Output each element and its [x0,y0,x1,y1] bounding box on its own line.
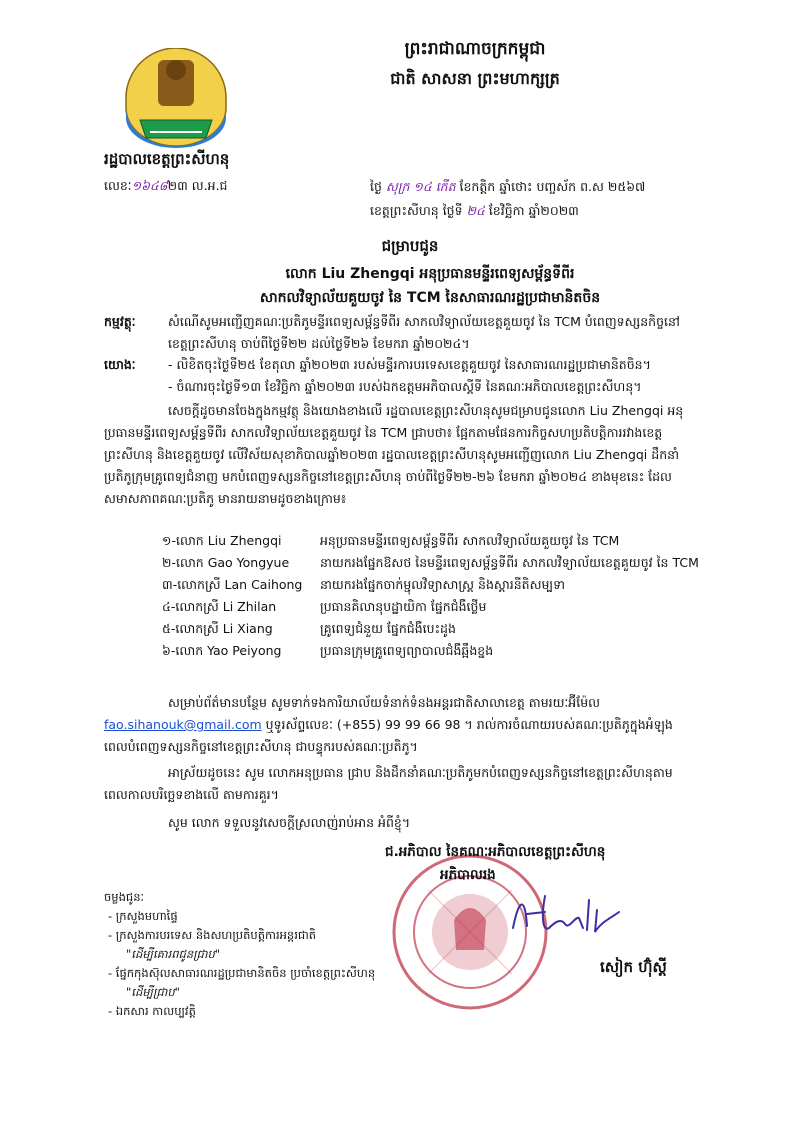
member-name: ៤-លោកស្រី Li Zhilan [162,599,277,614]
signer-name: សៀក ហ៊ុំស្តី [600,958,667,976]
cc-note: "ដើម្បីជ្រាប" [126,985,180,999]
reference-item: - លិខិតចុះថ្ងៃទី២៥ ខែតុលា ឆ្នាំ២០២៣ របស់មន្ទីរការបរទេសខេត្តគួយចូវ នៃសាធារណរដ្ឋប្រជាមានិតចិន។ [168,357,651,372]
member-row [162,640,702,662]
subject-label: កម្មវត្ថុៈ [104,314,136,329]
addressee [130,262,730,310]
carbon-copy-list [104,888,394,1021]
member-row [162,596,702,618]
signer-organization: ជ.អភិបាល នៃគណៈអភិបាលខេត្តព្រះសីហនុ [385,844,606,860]
member-role: ប្រធានក្រុមគ្រូពេទ្យព្យាបាលជំងឺឆ្អឹងខ្នង [320,643,494,658]
solar-date [370,199,760,223]
reference-item: - ចំណារចុះថ្ងៃទី១៣ ខែវិច្ឆិកា ឆ្នាំ២០២៣ របស់ឯកឧត្តមអភិបាលស្តីទី នៃគណៈអភិបាលខេត្តព្រះសីហនុ។ [168,379,642,394]
member-role: នាយករងផ្នែកចាក់ម្ជុលវិទ្យាសាស្ត្រ និងស្តារនីតិសម្បទា [320,577,566,592]
ref-number: ១៦៤៨ [131,178,168,193]
member-role: នាយករងផ្នែកឱសថ នៃមន្ទីរពេទ្យសម្ព័ន្ធទីពីរ សាកលវិទ្យាល័យខេត្តគួយចូវ នៃ TCM [320,555,699,570]
kingdom-header: ព្រះរាជាណាចក្រកម្ពុជា [404,39,546,59]
body-paragraph-1: សេចក្តីដូចមានចែងក្នុងកម្មវត្ថុ និងយោងខាងលើ រដ្ឋបាលខេត្តព្រះសីហនុសូមជម្រាបជូនលោក Liu Zhengqi អនុប្រធានមន្ទីរពេទ្យសម្ព័ន្ធទីពីរ សាកលវិទ្យាល័យខេត្តគួយចូវ នៃ TCM ជ្រាបថា៖ ផ្អែកតាមផែនការកិច្ចសហប្រតិបត្តិការរវាងខេត្តព្រះសីហនុ និងខេត្តគួយចូវ លើវិស័យសុខាភិបាលឆ្នាំ២០២៣ រដ្ឋបាលខេត្តព្រះសីហនុសូមអញ្ជើញលោក Liu Zhengqi ដឹកនាំប្រតិភូក្រុមគ្រូពេទ្យជំនាញ មកបំពេញទស្សនកិច្ចនៅខេត្តព្រះសីហនុ ចាប់ពីថ្ងៃទី២២-២៦ ខែមករា ឆ្នាំ២០២៤ ខាងមុខនេះ ដែលសមាសភាពគណៈប្រតិភូ មានរាយនាមដូចខាងក្រោម៖ [104,403,684,506]
solar-date-prefix: ខេត្តព្រះសីហនុ ថ្ងៃទី [370,203,463,218]
member-row [162,552,702,574]
member-row [162,530,702,552]
salutation: ជម្រាបជូន [381,237,439,255]
cc-item: - ផ្នែកកុងស៊ុលសាធារណរដ្ឋប្រជាមានិតចិន ប្រចាំខេត្តព្រះសីហនុ [108,966,376,980]
member-role: គ្រូពេទ្យជំនួយ ផ្នែកជំងឺបេះដូង [320,621,456,636]
lunar-date-rest: ខែកត្តិក ឆ្នាំថោះ បញ្ចស័ក ព.ស ២៥៦៧ [459,179,646,194]
member-row [162,618,702,640]
provincial-emblem-icon [120,48,232,148]
member-name: ៥-លោកស្រី Li Xiang [162,621,273,636]
delegation-member-list [162,530,702,662]
ref-prefix: លេខៈ [104,178,132,193]
reference-number [104,178,227,197]
handwritten-signature-icon [505,888,625,940]
member-name: ៣-លោកស្រី Lan Caihong [162,577,303,592]
cc-item: - ក្រសួងមហាផ្ទៃ [108,909,178,923]
cc-item: - ឯកសារ កាលប្បវត្តិ [108,1004,196,1018]
member-name: ១-លោក Liu Zhengqi [162,533,282,548]
member-name: ៦-លោក Yao Peiyong [162,643,282,658]
member-role: អនុប្រធានមន្ទីរពេទ្យសម្ព័ន្ធទីពីរ សាកលវិទ្យាល័យគួយចូវ នៃ TCM [320,533,620,548]
solar-date-rest: ខែវិច្ឆិកា ឆ្នាំ២០២៣ [488,203,579,218]
member-role: ប្រធានគិលានុបដ្ឋាយិកា ផ្នែកជំងឺថ្លើម [320,599,487,614]
body-paragraph-2 [104,692,696,758]
date-block [370,175,760,223]
reference-label: យោងៈ [104,357,136,372]
closing-line: សូម លោក ទទួលនូវសេចក្តីស្រលាញ់រាប់អាន អំពីខ្ញុំ។ [168,815,411,830]
cc-item: - ក្រសួងការបរទេស និងសហប្រតិបត្តិការអន្តរជាតិ [108,928,317,942]
reference-list [168,354,698,398]
national-motto: ជាតិ សាសនា ព្រះមហាក្សត្រ [390,69,560,88]
body-paragraph-3: អាស្រ័យដូចនេះ សូម លោកអនុប្រធាន ជ្រាប និងដឹកនាំគណៈប្រតិភូមកបំពេញទស្សនកិច្ចនៅខេត្តព្រះសីហនុតាមពេលកាលបរិច្ឆេទខាងលើ តាមការគួរ។ [104,765,673,802]
lunar-date [370,175,760,199]
lunar-date-handwritten: សុក្រ ១៤ កើត [385,179,456,194]
member-row [162,574,702,596]
cc-title: ចម្លងជូនៈ [104,890,145,904]
cc-note: "ដើម្បីគោរពជូនជ្រាប" [126,947,221,961]
contact-email-link[interactable]: fao.sihanouk@gmail.com [104,717,262,732]
member-name: ២-លោក Gao Yongyue [162,555,290,570]
addressee-line-2: សាកលវិទ្យាល័យគួយចូវ នៃ TCM នៃសាធារណរដ្ឋប្រជាមានិតចិន [259,290,601,306]
solar-date-handwritten: ២៤ [466,203,485,218]
ref-suffix: ២៣ ល.អ.ជ [167,178,228,193]
addressee-line-1: លោក Liu Zhengqi អនុប្រធានមន្ទីរពេទ្យសម្ព័ន្ធទីពីរ [285,266,575,282]
issuing-authority: រដ្ឋបាលខេត្តព្រះសីហនុ [104,150,230,168]
signer-title: អភិបាលរង [440,867,496,883]
contact-phone-text: ឬទូរស័ព្ទលេខៈ (+855) 99 99 66 98 ។ រាល់ការចំណាយរបស់គណៈប្រតិភូក្នុងអំឡុងពេលបំពេញទស្សនកិច្ចនៅខេត្តព្រះសីហនុ ជាបន្ទុករបស់គណៈប្រតិភូ។ [104,717,673,754]
subject-text: សំណើសូមអញ្ជើញគណៈប្រតិភូមន្ទីរពេទ្យសម្ព័ន្ធទីពីរ សាកលវិទ្យាល័យខេត្តគួយចូវ នៃ TCM បំពេញទស្សនកិច្ចនៅខេត្តព្រះសីហនុ ចាប់ពីថ្ងៃទី២២ ដល់ថ្ងៃទី២៦ ខែមករា ឆ្នាំ២០២៤។ [168,314,680,351]
lunar-date-prefix: ថ្ងៃ [370,179,382,194]
contact-intro: សម្រាប់ព័ត៌មានបន្ថែម សូមទាក់ទងការិយាល័យទំនាក់ទំនងអន្តរជាតិសាលាខេត្ត តាមរយៈអ៊ីម៉ែល [168,695,601,710]
